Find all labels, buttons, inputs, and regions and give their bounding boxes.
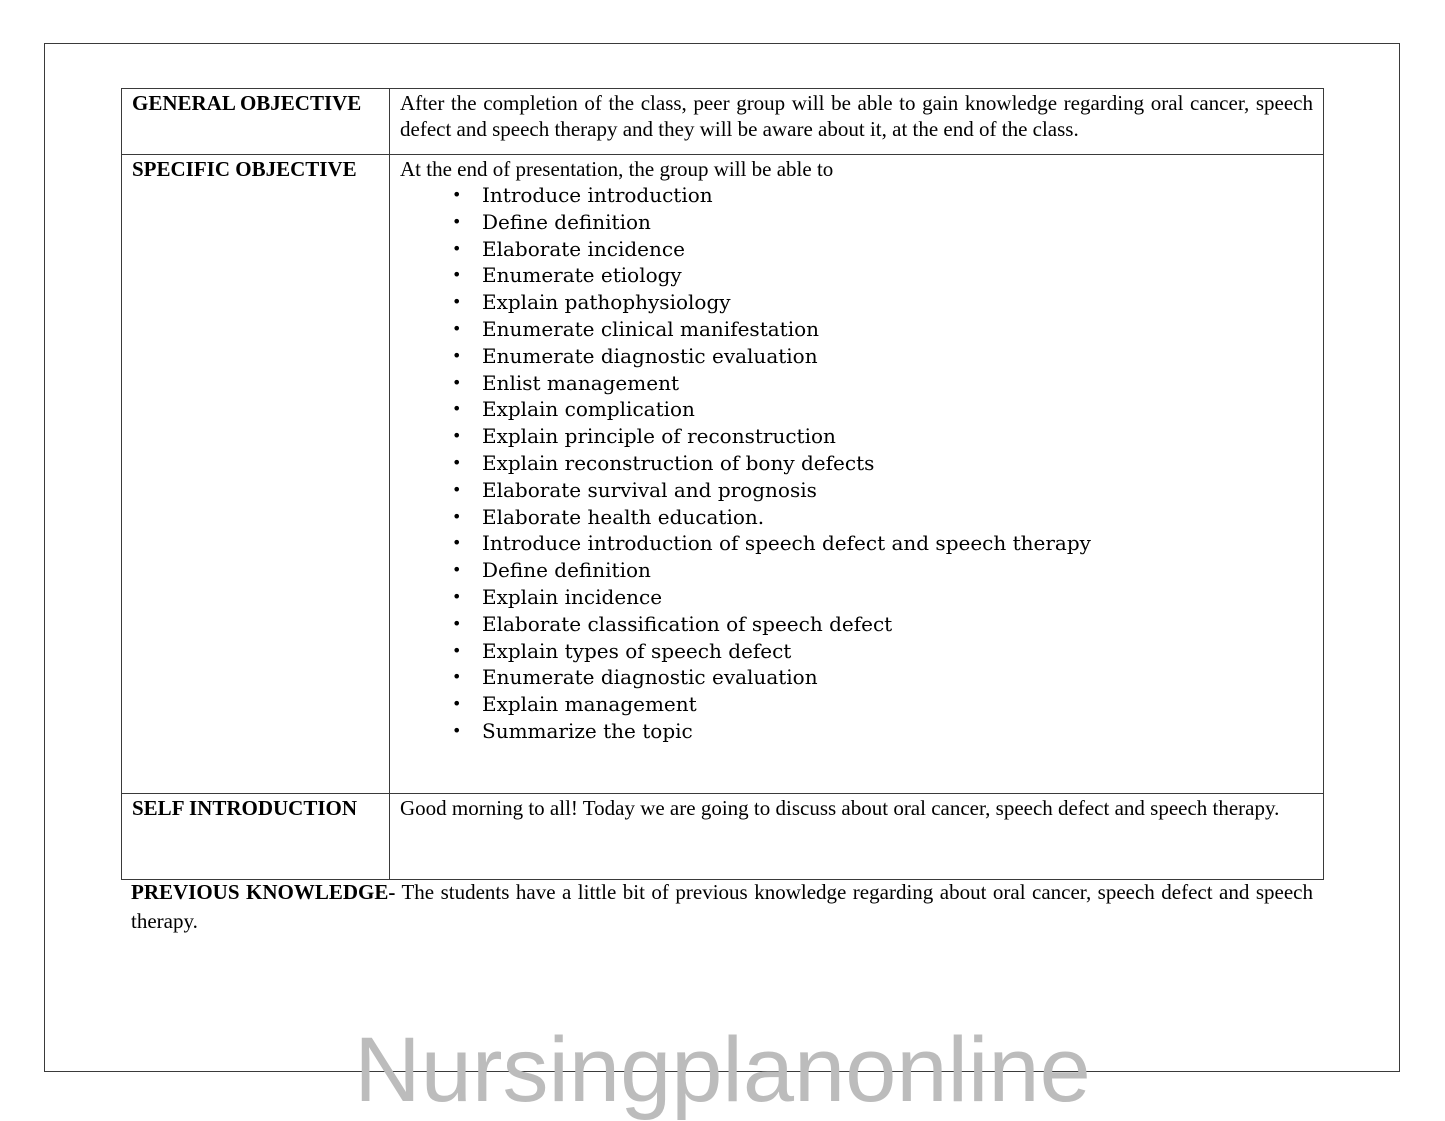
self-introduction-label: SELF INTRODUCTION <box>122 794 390 880</box>
watermark-logo: Nursingplanonline <box>354 1019 1091 1121</box>
objective-item-text: Elaborate classification of speech defect <box>482 611 893 636</box>
general-objective-row <box>122 89 1324 155</box>
bullet-icon: • <box>452 586 462 606</box>
objective-list-item <box>400 638 1313 665</box>
objective-list-item <box>400 664 1313 691</box>
objective-list-item <box>400 423 1313 450</box>
objective-item-text: Elaborate survival and prognosis <box>482 477 817 502</box>
objective-item-text: Define definition <box>482 209 651 234</box>
objective-list <box>400 182 1313 745</box>
objective-list-item <box>400 530 1313 557</box>
objective-list-item <box>400 611 1313 638</box>
objective-list-item <box>400 557 1313 584</box>
objective-list-item <box>400 477 1313 504</box>
objective-list-item <box>400 718 1313 745</box>
self-introduction-text: Good morning to all! Today we are going to discuss about oral cancer, speech defect and speech therapy. <box>390 794 1324 880</box>
self-introduction-row <box>122 794 1324 880</box>
previous-knowledge <box>131 878 1313 936</box>
bullet-icon: • <box>452 667 462 687</box>
objective-item-text: Explain principle of reconstruction <box>482 424 836 449</box>
objective-item-text: Explain management <box>482 692 697 717</box>
bullet-icon: • <box>452 372 462 392</box>
bullet-icon: • <box>452 560 462 580</box>
objective-item-text: Explain complication <box>482 397 695 422</box>
bullet-icon: • <box>452 265 462 285</box>
general-objective-text: After the completion of the class, peer group will be able to gain knowledge regarding oral cancer, speech defect and speech therapy and they will be aware about it, at the end of the class. <box>390 89 1324 155</box>
objective-list-item <box>400 289 1313 316</box>
objective-item-text: Introduce introduction of speech defect and speech therapy <box>482 531 1091 556</box>
general-objective-label: GENERAL OBJECTIVE <box>122 89 390 155</box>
lesson-plan-table <box>121 88 1324 880</box>
previous-knowledge-label: PREVIOUS KNOWLEDGE- <box>131 880 396 904</box>
bullet-icon: • <box>452 211 462 231</box>
bullet-icon: • <box>452 399 462 419</box>
objective-item-text: Explain types of speech defect <box>482 638 792 663</box>
bullet-icon: • <box>452 426 462 446</box>
bullet-icon: • <box>452 318 462 338</box>
objective-item-text: Explain reconstruction of bony defects <box>482 450 875 475</box>
specific-objective-cell <box>390 155 1324 794</box>
objective-item-text: Enumerate diagnostic evaluation <box>482 343 818 368</box>
bullet-icon: • <box>452 479 462 499</box>
objective-list-item <box>400 182 1313 209</box>
objective-list-item <box>400 504 1313 531</box>
objective-list-item <box>400 396 1313 423</box>
bullet-icon: • <box>452 533 462 553</box>
objective-list-item <box>400 262 1313 289</box>
objective-list-item <box>400 316 1313 343</box>
objective-item-text: Explain pathophysiology <box>482 290 731 315</box>
bullet-icon: • <box>452 613 462 633</box>
objective-list-item <box>400 209 1313 236</box>
objective-list-item <box>400 370 1313 397</box>
objective-list-item <box>400 450 1313 477</box>
previous-knowledge-text: The students have a little bit of previous knowledge regarding about oral cancer, speech defect and speech therapy. <box>131 880 1313 933</box>
objective-item-text: Elaborate incidence <box>482 236 685 261</box>
bullet-icon: • <box>452 238 462 258</box>
bullet-icon: • <box>452 640 462 660</box>
bullet-icon: • <box>452 292 462 312</box>
objective-list-item <box>400 584 1313 611</box>
objective-item-text: Enumerate clinical manifestation <box>482 316 820 341</box>
bullet-icon: • <box>452 720 462 740</box>
objective-item-text: Explain incidence <box>482 584 663 609</box>
bullet-icon: • <box>452 506 462 526</box>
objective-item-text: Enumerate etiology <box>482 263 682 288</box>
specific-objective-intro: At the end of presentation, the group will be able to <box>400 157 834 181</box>
bullet-icon: • <box>452 185 462 204</box>
objective-item-text: Introduce introduction <box>482 183 713 207</box>
objective-item-text: Elaborate health education. <box>482 504 765 529</box>
specific-objective-label: SPECIFIC OBJECTIVE <box>122 155 390 794</box>
objective-item-text: Summarize the topic <box>482 718 693 743</box>
objective-item-text: Enumerate diagnostic evaluation <box>482 665 818 690</box>
bullet-icon: • <box>452 452 462 472</box>
specific-objective-row <box>122 155 1324 794</box>
bullet-icon: • <box>452 694 462 714</box>
objective-item-text: Enlist management <box>482 370 679 395</box>
objective-list-item <box>400 236 1313 263</box>
objective-list-item <box>400 691 1313 718</box>
bullet-icon: • <box>452 345 462 365</box>
objective-list-item <box>400 343 1313 370</box>
objective-item-text: Define definition <box>482 558 651 583</box>
